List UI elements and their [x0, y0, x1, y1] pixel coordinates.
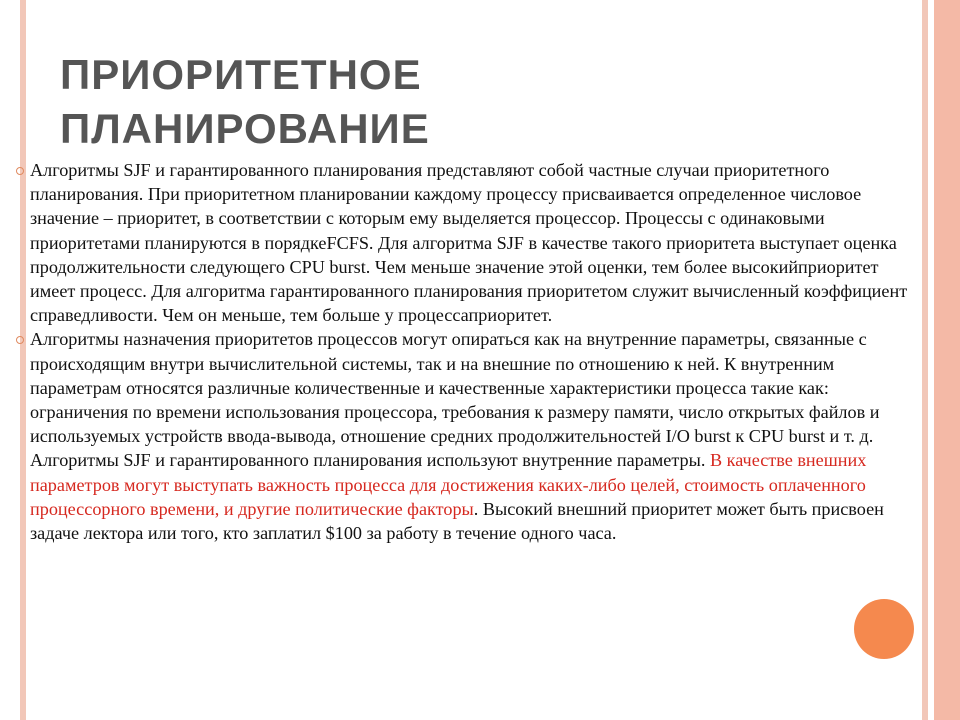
bullet-text-2-before: Алгоритмы назначения приоритетов процессов могут опираться как на внутренние параметры, связанные с происходящим внутри вычислительной системы, так и на внешние по отношению к ней. К внутренним параметрам относятся различные количественные и качественные характеристики процесса такие как: ограничения по времени использования процессора, требования к размеру памяти, число открытых файлов и используемых устройств ввода-вывода, отношение средних продолжительностей I/O burst к CPU burst и т. д. Алгоритмы SJF и гарантированного планирования используют внутренние параметры. — [30, 329, 880, 471]
bullet-text-2-highlight: В качестве внешних параметров могут выступать важность процесса для достижения каких-либо целей, стоимость оплаченного процессорного времени, и другие политические факторы — [30, 450, 867, 519]
bullet-text-1: Алгоритмы SJF и гарантированного планирования представляют собой частные случаи приоритетного планирования. При приоритетном планировании каждому процессу присваивается определенное числовое значение – приоритет, в соответствии с которым ему выделяется процессор. Процессы с одинаковыми приоритетами планируются в порядкеFCFS. Для алгоритма SJF в качестве такого приоритета выступает оценка продолжительности следующего CPU burst. Чем меньше значение этой оценки, тем более высокийприоритет имеет процесс. Для алгоритма гарантированного планирования приоритетом служит вычисленный коэффициент справедливости. Чем он меньше, тем больше у процессаприоритет. — [30, 160, 908, 326]
bullet-text-2-after: . Высокий внешний приоритет может быть присвоен задаче лектора или того, кто заплатил $100 за работу в течение одного часа. — [30, 498, 884, 544]
decorative-orange-circle — [854, 599, 914, 659]
bullet-item-1 — [16, 158, 916, 327]
bullet-item-2 — [16, 327, 916, 545]
slide-title: ПРИОРИТЕТНОЕ ПЛАНИРОВАНИЕ — [60, 51, 430, 152]
bullet-circle-icon — [16, 336, 24, 344]
frame-border-right-outer — [934, 0, 960, 720]
slide-content — [16, 158, 916, 545]
bullet-circle-icon — [16, 167, 24, 175]
